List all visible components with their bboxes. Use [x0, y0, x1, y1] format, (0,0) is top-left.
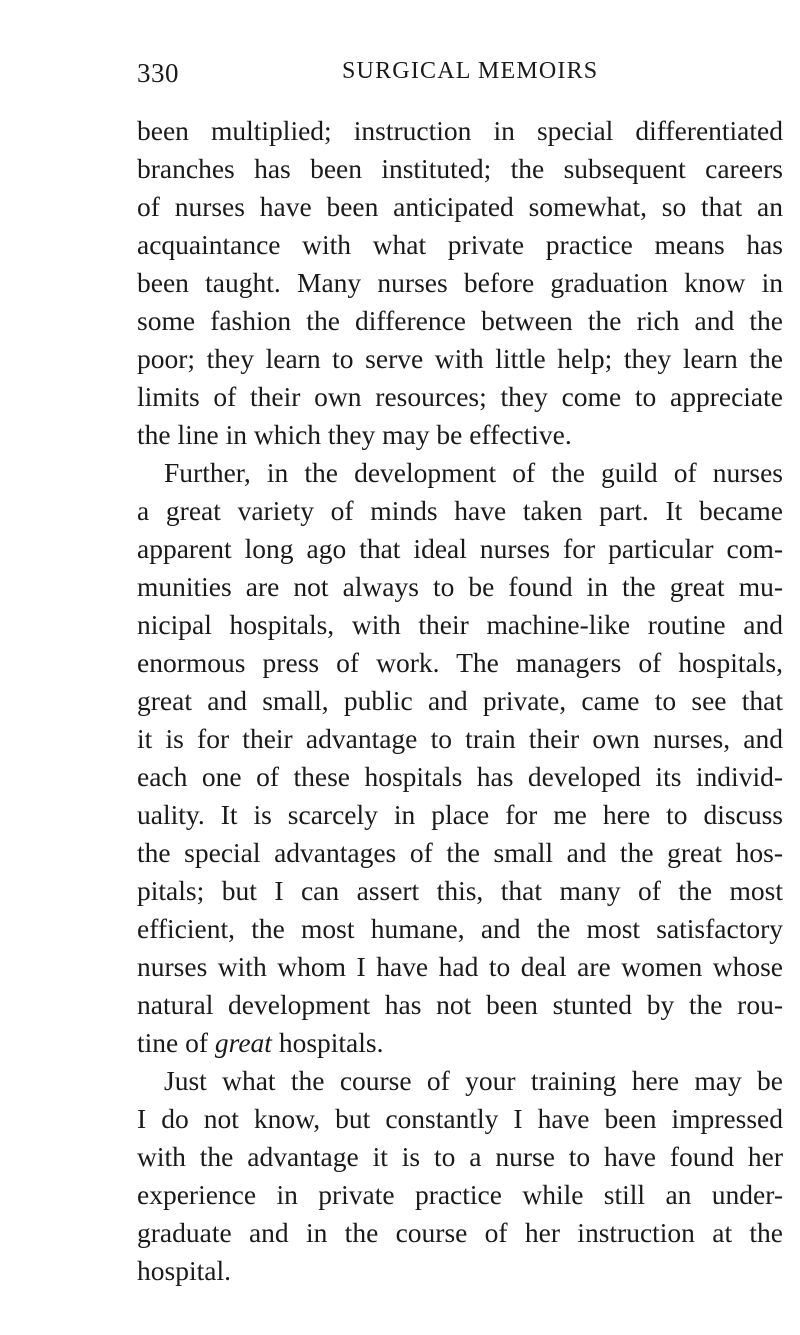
text-line: efficient, the most humane, and the most satisfactory — [137, 913, 783, 944]
text-line — [137, 1024, 783, 1062]
text-line: it is for their advantage to train their own nurses, and — [137, 723, 783, 754]
text-line: graduate and in the course of her instruction at the — [137, 1217, 783, 1248]
text-line: acquaintance with what private practice means has — [137, 229, 783, 260]
text-line: nicipal hospitals, with their machine-like routine and — [137, 609, 783, 640]
body-text — [137, 112, 783, 1290]
text-line: the line in which they may be effective. — [137, 419, 572, 450]
text-line: been multiplied; instruction in special differentiated — [137, 115, 783, 146]
text-line: with the advantage it is to a nurse to have found her — [137, 1141, 783, 1172]
text-line: some fashion the difference between the rich and the — [137, 305, 783, 336]
text-line: hospital. — [137, 1255, 231, 1286]
text-line: natural development has not been stunted by the rou- — [137, 989, 783, 1020]
text-fragment: tine of — [137, 1027, 215, 1058]
text-fragment: hospitals. — [271, 1027, 384, 1058]
text-line: great and small, public and private, came to see that — [137, 685, 783, 716]
running-title: SURGICAL MEMOIRS — [342, 58, 599, 84]
text-line: poor; they learn to serve with little help; they learn the — [137, 343, 783, 374]
page-number: 330 — [137, 58, 179, 88]
text-line: apparent long ago that ideal nurses for particular com- — [137, 533, 783, 564]
text-line: each one of these hospitals has developed its individ- — [137, 761, 783, 792]
text-line: pitals; but I can assert this, that many of the most — [137, 875, 783, 906]
text-line: I do not know, but constantly I have been impressed — [137, 1103, 783, 1134]
text-line: nurses with whom I have had to deal are women whose — [137, 951, 783, 982]
emphasis: great — [214, 1027, 272, 1058]
text-line: been taught. Many nurses before graduation know in — [137, 267, 783, 298]
text-line: experience in private practice while still an under- — [137, 1179, 783, 1210]
text-line: a great variety of minds have taken part. It became — [137, 495, 783, 526]
text-line: uality. It is scarcely in place for me here to discuss — [137, 799, 783, 830]
text-line: enormous press of work. The managers of hospitals, — [137, 647, 783, 678]
text-line: limits of their own resources; they come to appreciate — [137, 381, 783, 412]
text-line: munities are not always to be found in the great mu- — [137, 571, 783, 602]
text-line: Just what the course of your training here may be — [164, 1065, 783, 1096]
text-line: of nurses have been anticipated somewhat, so that an — [137, 191, 783, 222]
text-line: the special advantages of the small and the great hos- — [137, 837, 783, 868]
text-line: branches has been instituted; the subsequent careers — [137, 153, 783, 184]
text-line: Further, in the development of the guild of nurses — [164, 457, 783, 488]
page-header — [137, 58, 783, 98]
